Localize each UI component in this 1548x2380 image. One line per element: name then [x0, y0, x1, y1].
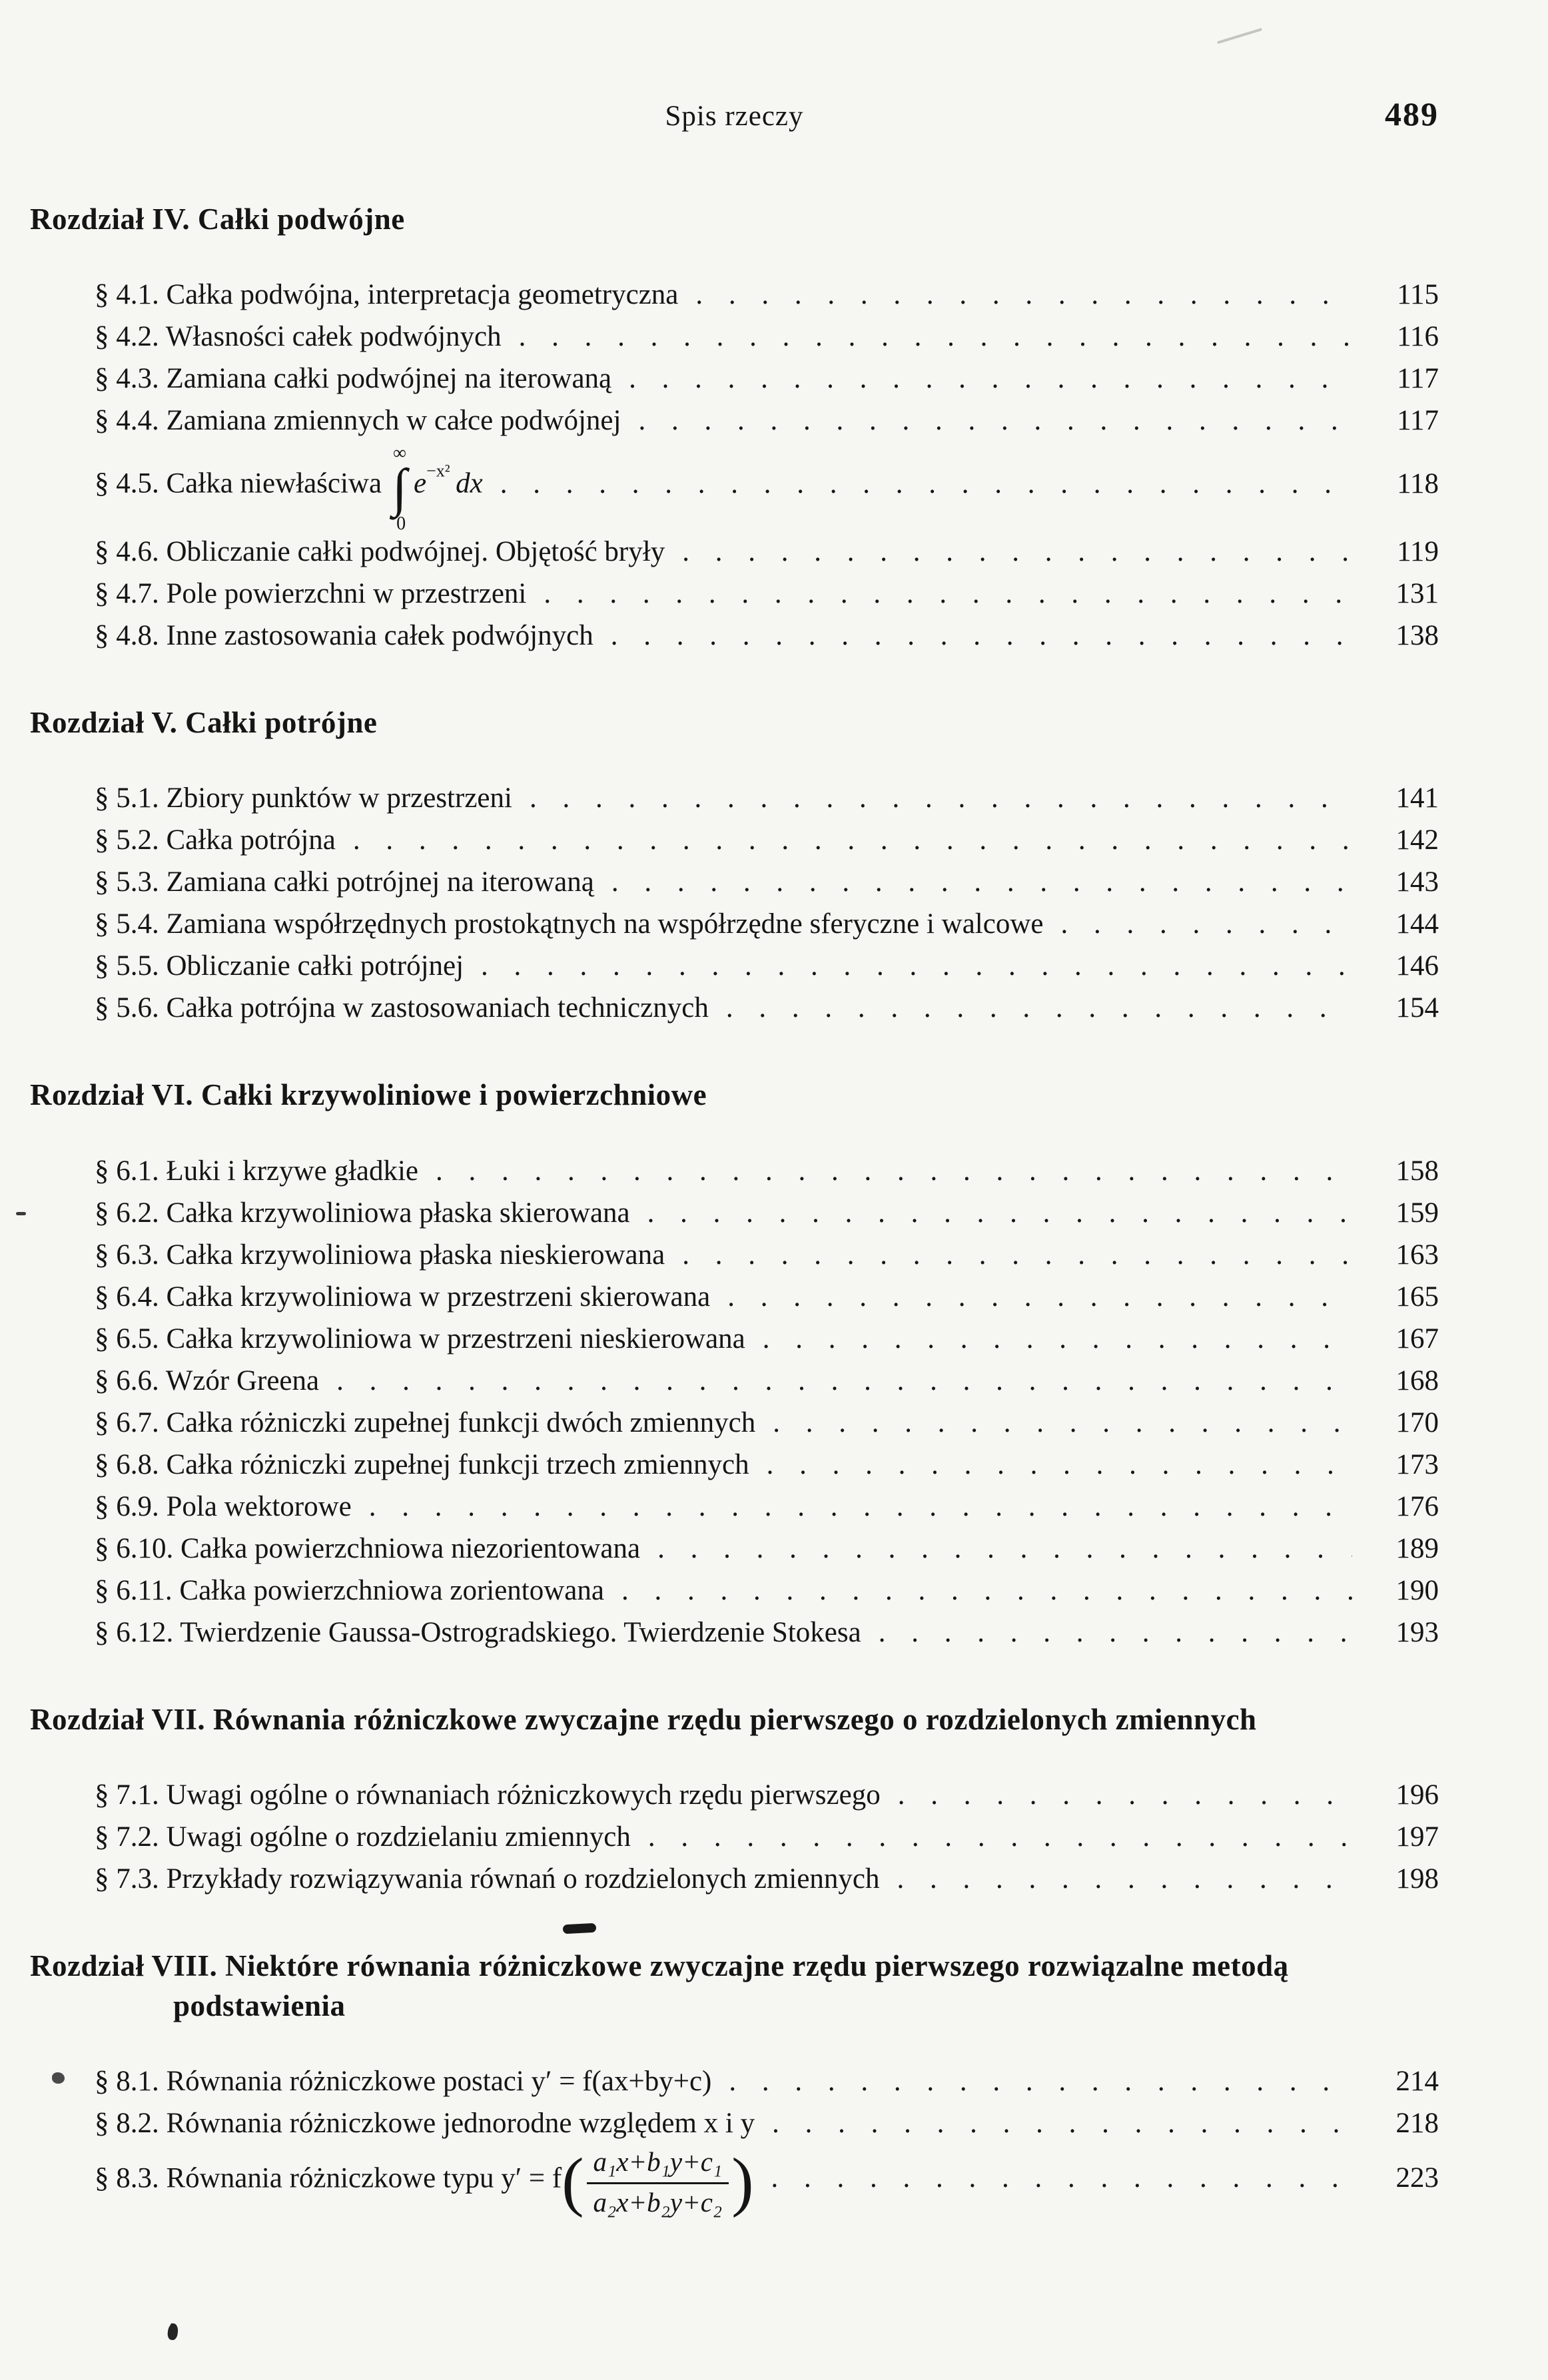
- page-number: 489: [1385, 95, 1439, 133]
- entry-label: § 7.3. Przykłady rozwiązywania równań o rozdzielonych zmiennych: [95, 1863, 880, 1895]
- entry-page-number: 146: [1395, 950, 1439, 982]
- entry-label: § 6.8. Całka różniczki zupełnej funkcji trzech zmiennych: [95, 1448, 749, 1480]
- toc-entry: [95, 861, 1439, 903]
- entry-page-number: 118: [1397, 468, 1439, 500]
- entry-page-number: 223: [1395, 2162, 1439, 2194]
- right-paren: ): [731, 2144, 754, 2219]
- toc-entry: [95, 2102, 1439, 2144]
- entry-label: § 4.3. Zamiana całki podwójnej na iterowaną: [95, 363, 612, 395]
- entry-label: § 6.12. Twierdzenie Gaussa-Ostrogradskiego. Twierdzenie Stokesa: [95, 1616, 861, 1648]
- toc-entry: [95, 1234, 1439, 1276]
- dot-leader: [436, 1150, 1352, 1192]
- integral-symbol: ∫: [392, 459, 407, 518]
- entry-label: § 5.4. Zamiana współrzędnych prostokątnych na współrzędne sferyczne i walcowe: [95, 908, 1044, 940]
- toc-entry: [95, 358, 1439, 400]
- toc-entry: [95, 2060, 1439, 2102]
- chapter-title: Rozdział VIII. Niektóre równania różniczkowe zwyczajne rzędu pierwszego rozwiązalne metodą podstawienia: [30, 1949, 1289, 2022]
- entry-page-number: 165: [1395, 1281, 1439, 1313]
- toc-entry: [95, 1528, 1439, 1570]
- dot-leader: [897, 1858, 1352, 1900]
- entry-label: § 5.5. Obliczanie całki potrójnej: [95, 950, 464, 982]
- entry-label: § 6.5. Całka krzywoliniowa w przestrzeni nieskierowana: [95, 1323, 745, 1354]
- entry-label: § 7.1. Uwagi ogólne o równaniach różniczkowych rzędu pierwszego: [95, 1779, 881, 1811]
- scan-artifact: [1217, 28, 1262, 44]
- entry-page-number: 170: [1395, 1406, 1439, 1438]
- toc-entry: [95, 987, 1439, 1029]
- entry-page-number: 193: [1395, 1616, 1439, 1648]
- toc-entry: [95, 1150, 1439, 1192]
- dot-leader: [726, 987, 1352, 1029]
- chapter-entries: [30, 1150, 1439, 1653]
- entry-label: § 4.6. Obliczanie całki podwójnej. Objętość bryły: [95, 535, 665, 567]
- dot-leader: [695, 274, 1352, 316]
- entry-label: § 6.9. Pola wektorowe: [95, 1490, 352, 1522]
- entry-page-number: 189: [1395, 1532, 1439, 1564]
- entry-label: § 4.1. Całka podwójna, interpretacja geometryczna: [95, 279, 679, 311]
- dot-leader: [763, 1318, 1352, 1360]
- entry-page-number: 196: [1395, 1779, 1439, 1811]
- chapter-entries: [30, 1774, 1439, 1900]
- dot-leader: [621, 1570, 1352, 1612]
- entry-page-number: 141: [1395, 782, 1439, 814]
- dot-leader: [879, 1612, 1352, 1653]
- entry-page-number: 144: [1395, 908, 1439, 940]
- chapter-entries: [30, 2060, 1439, 2217]
- chapter: [30, 1700, 1439, 1900]
- toc-entry: [95, 903, 1439, 945]
- entry-page-number: 197: [1395, 1821, 1439, 1853]
- dot-leader: [648, 1816, 1352, 1858]
- entry-page-number: 115: [1397, 279, 1439, 311]
- dot-leader: [771, 2157, 1352, 2199]
- entry-page-number: 218: [1395, 2107, 1439, 2139]
- entry-label: [95, 2144, 754, 2217]
- entry-page-number: 173: [1395, 1448, 1439, 1480]
- entry-label-text: § 4.5. Całka niewłaściwa: [95, 468, 382, 500]
- entry-page-number: 168: [1395, 1364, 1439, 1396]
- entry-label: § 4.7. Pole powierzchni w przestrzeni: [95, 577, 527, 609]
- chapter-title: Rozdział VI. Całki krzywoliniowe i powierzchniowe: [30, 1078, 707, 1112]
- toc-entry: [95, 2144, 1439, 2217]
- scan-artifact: [167, 2323, 179, 2341]
- fraction-numerator: a₁x+b₁y+c₁: [587, 2146, 729, 2184]
- dot-leader: [682, 531, 1352, 573]
- dot-leader: [611, 861, 1352, 903]
- entry-page-number: 163: [1395, 1239, 1439, 1271]
- toc-entry: [95, 1276, 1439, 1318]
- integral-upper-limit: ∞: [393, 443, 407, 464]
- entry-page-number: 214: [1395, 2065, 1439, 2097]
- toc-entry: [95, 819, 1439, 861]
- entry-page-number: 131: [1395, 577, 1439, 609]
- dot-leader: [336, 1360, 1352, 1402]
- fraction: [587, 2146, 729, 2218]
- dot-leader: [1060, 903, 1352, 945]
- chapter-title: Rozdział IV. Całki podwójne: [30, 202, 405, 236]
- toc-entry: [95, 1402, 1439, 1444]
- toc-entry: [95, 1816, 1439, 1858]
- entry-label: § 8.1. Równania różniczkowe postaci y′ = f(ax+by+c): [95, 2065, 712, 2097]
- entry-page-number: 143: [1395, 866, 1439, 898]
- chapter: [30, 1075, 1439, 1653]
- entry-label: § 5.2. Całka potrójna: [95, 824, 336, 856]
- entry-page-number: 158: [1395, 1155, 1439, 1187]
- entry-label: § 6.6. Wzór Greena: [95, 1364, 320, 1396]
- toc-entry: [95, 316, 1439, 358]
- dot-leader: [519, 316, 1352, 358]
- entry-page-number: 154: [1395, 992, 1439, 1024]
- entry-page-number: 176: [1395, 1490, 1439, 1522]
- entry-page-number: 117: [1397, 405, 1439, 437]
- integral-sign: [392, 444, 407, 533]
- dot-leader: [629, 358, 1352, 400]
- entry-page-number: 138: [1395, 619, 1439, 651]
- toc-header-title: Spis rzeczy: [665, 101, 804, 132]
- entry-page-number: 117: [1397, 363, 1439, 395]
- entry-label: § 7.2. Uwagi ogólne o rozdzielaniu zmiennych: [95, 1821, 631, 1853]
- entry-label: § 6.2. Całka krzywoliniowa płaska skierowana: [95, 1197, 630, 1229]
- dot-leader: [530, 777, 1352, 819]
- toc-entry: [95, 1444, 1439, 1486]
- entry-label: § 4.2. Własności całek podwójnych: [95, 321, 502, 353]
- toc-entry: [95, 777, 1439, 819]
- dot-leader: [773, 1402, 1352, 1444]
- entry-page-number: 142: [1395, 824, 1439, 856]
- integral-lower-limit: 0: [396, 513, 406, 534]
- toc-entry: [95, 1192, 1439, 1234]
- toc-entry: [95, 1318, 1439, 1360]
- dot-leader: [638, 400, 1352, 442]
- dot-leader: [611, 615, 1352, 657]
- dot-leader: [772, 2102, 1352, 2144]
- toc-entry: [95, 1570, 1439, 1612]
- entry-label: § 5.6. Całka potrójna w zastosowaniach technicznych: [95, 992, 709, 1024]
- page-header: [30, 95, 1439, 139]
- entry-label: § 6.1. Łuki i krzywe gładkie: [95, 1155, 419, 1187]
- dot-leader: [682, 1234, 1352, 1276]
- dot-leader: [353, 819, 1352, 861]
- fraction-denominator: a₂x+b₂y+c₂: [593, 2186, 723, 2218]
- entry-label: § 6.10. Całka powierzchniowa niezorientowana: [95, 1532, 641, 1564]
- entry-label: § 8.2. Równania różniczkowe jednorodne względem x i y: [95, 2107, 755, 2139]
- chapter-entries: [30, 274, 1439, 657]
- toc-entry: [95, 442, 1439, 534]
- toc-entry: [95, 1774, 1439, 1816]
- dot-leader: [369, 1486, 1352, 1528]
- chapter-entries: [30, 777, 1439, 1029]
- chapter-title: Rozdział V. Całki potrójne: [30, 705, 378, 739]
- dot-leader: [767, 1444, 1352, 1486]
- entry-label: § 4.8. Inne zastosowania całek podwójnych: [95, 619, 593, 651]
- chapter: [30, 1946, 1439, 2217]
- dot-leader: [647, 1192, 1352, 1234]
- dot-leader: [544, 573, 1352, 615]
- toc-entry: [95, 1612, 1439, 1653]
- entry-page-number: 116: [1397, 321, 1439, 353]
- toc-entry: [95, 274, 1439, 316]
- toc-entry: [95, 531, 1439, 573]
- entry-page-number: 159: [1395, 1197, 1439, 1229]
- entry-page-number: 198: [1395, 1863, 1439, 1895]
- toc-entry: [95, 615, 1439, 657]
- entry-page-number: 119: [1397, 535, 1439, 567]
- dot-leader: [729, 2060, 1352, 2102]
- entry-label: § 5.3. Zamiana całki potrójnej na iterowaną: [95, 866, 594, 898]
- entry-label: § 4.4. Zamiana zmiennych w całce podwójnej: [95, 405, 621, 437]
- entry-label: § 6.4. Całka krzywoliniowa w przestrzeni skierowana: [95, 1281, 711, 1313]
- entry-label: [95, 442, 483, 534]
- chapter: [30, 703, 1439, 1029]
- left-paren: (: [562, 2144, 584, 2219]
- toc-entry: [95, 573, 1439, 615]
- entry-label: § 5.1. Zbiory punktów w przestrzeni: [95, 782, 512, 814]
- dot-leader: [657, 1528, 1352, 1570]
- entry-label-text: § 8.3. Równania różniczkowe typu y′ = f: [95, 2162, 562, 2194]
- entry-label: § 6.11. Całka powierzchniowa zorientowana: [95, 1574, 604, 1606]
- dot-leader: [898, 1774, 1352, 1816]
- chapter: [30, 200, 1439, 657]
- toc-entry: [95, 400, 1439, 442]
- entry-label: § 6.7. Całka różniczki zupełnej funkcji dwóch zmiennych: [95, 1406, 756, 1438]
- dot-leader: [500, 463, 1352, 505]
- integrand-exponent: −x²: [426, 461, 450, 481]
- toc-entry: [95, 945, 1439, 987]
- table-of-contents: [30, 200, 1439, 2217]
- entry-page-number: 167: [1395, 1323, 1439, 1354]
- toc-entry: [95, 1360, 1439, 1402]
- integrand-base: e: [414, 468, 427, 500]
- entry-label: § 6.3. Całka krzywoliniowa płaska nieskierowana: [95, 1239, 665, 1271]
- entry-page-number: 190: [1395, 1574, 1439, 1606]
- dot-leader: [481, 945, 1352, 987]
- toc-entry: [95, 1486, 1439, 1528]
- dot-leader: [727, 1276, 1352, 1318]
- toc-entry: [95, 1858, 1439, 1900]
- chapter-title: Rozdział VII. Równania różniczkowe zwyczajne rzędu pierwszego o rozdzielonych zmiennych: [30, 1702, 1257, 1736]
- integrand-differential: dx: [456, 468, 483, 500]
